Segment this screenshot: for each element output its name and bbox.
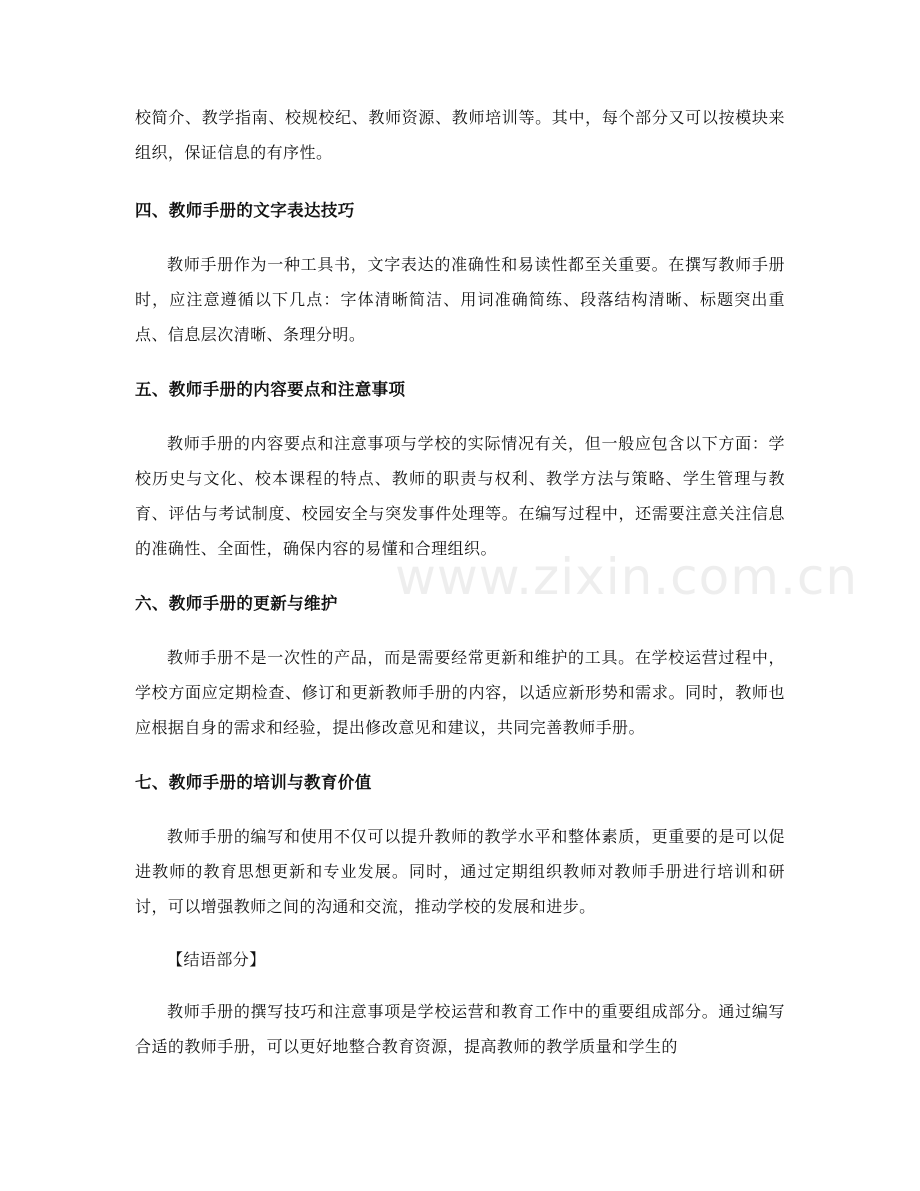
section-7: [135, 767, 785, 924]
section-heading: 四、教师手册的文字表达技巧: [135, 201, 355, 220]
section-heading: 六、教师手册的更新与维护: [135, 594, 338, 613]
document-body: [135, 100, 785, 1064]
watermark: www.zixin.com.cn: [395, 548, 859, 606]
section-6: [135, 588, 785, 745]
section-4: [135, 195, 785, 352]
section-heading: 五、教师手册的内容要点和注意事项: [135, 380, 406, 399]
section-paragraph: 教师手册不是一次性的产品，而是需要经常更新和维护的工具。在学校运营过程中，学校方面应定期检查、修订和更新教师手册的内容，以适应新形势和需求。同时，教师也应根据自身的需求和经验，提出修改意见和建议，共同完善教师手册。: [135, 648, 785, 737]
intro-continuation-paragraph: 校简介、教学指南、校规校纪、教师资源、教师培训等。其中，每个部分又可以按模块来组织，保证信息的有序性。: [135, 108, 785, 162]
section-heading: 七、教师手册的培训与教育价值: [135, 773, 372, 792]
section-paragraph: 教师手册的编写和使用不仅可以提升教师的教学水平和整体素质，更重要的是可以促进教师的教育思想更新和专业发展。同时，通过定期组织教师对教师手册进行培训和研讨，可以增强教师之间的沟通和交流，推动学校的发展和进步。: [135, 827, 785, 916]
section-5: [135, 374, 785, 566]
conclusion-label: 【结语部分】: [167, 950, 266, 969]
section-paragraph: 教师手册的内容要点和注意事项与学校的实际情况有关，但一般应包含以下方面：学校历史与文化、校本课程的特点、教师的职责与权利、教学方法与策略、学生管理与教育、评估与考试制度、校园安全与突发事件处理等。在编写过程中，还需要注意关注信息的准确性、全面性，确保内容的易懂和合理组织。: [135, 434, 785, 558]
conclusion-paragraph: 教师手册的撰写技巧和注意事项是学校运营和教育工作中的重要组成部分。通过编写合适的教师手册，可以更好地整合教育资源，提高教师的教学质量和学生的: [135, 1002, 785, 1056]
section-paragraph: 教师手册作为一种工具书，文字表达的准确性和易读性都至关重要。在撰写教师手册时，应注意遵循以下几点：字体清晰简洁、用词准确简练、段落结构清晰、标题突出重点、信息层次清晰、条理分明。: [135, 255, 785, 344]
